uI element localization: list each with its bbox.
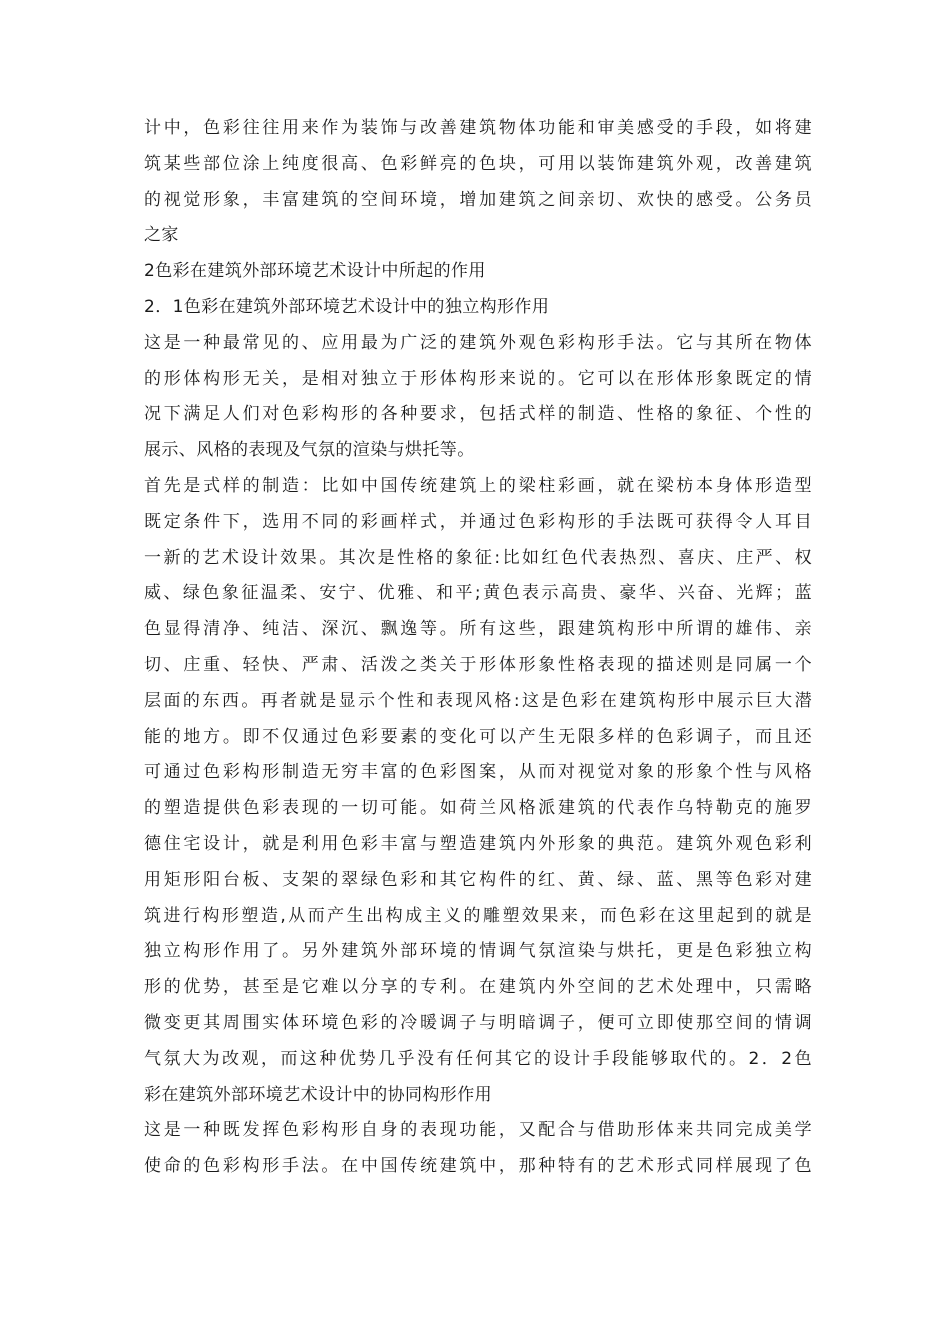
text-line: 威、绿色象征温柔、安宁、优雅、和平;黄色表示高贵、豪华、兴奋、光辉；蓝 <box>144 583 812 604</box>
text-line: 一新的艺术设计效果。其次是性格的象征:比如红色代表热烈、喜庆、庄严、权 <box>144 547 812 568</box>
document-body <box>144 111 812 1185</box>
text-line: 计中，色彩往往用来作为装饰与改善建筑物体功能和审美感受的手段，如将建 <box>144 118 812 138</box>
text-line: 这是一种既发挥色彩构形自身的表现功能，又配合与借助形体来共同完成美学 <box>144 1120 812 1141</box>
paragraph <box>144 1113 812 1185</box>
paragraph <box>144 111 812 254</box>
paragraph <box>144 326 812 469</box>
text-line: 可通过色彩构形制造无穷丰富的色彩图案，从而对视觉对象的形象个性与风格 <box>144 762 812 783</box>
text-line: 筑某些部位涂上纯度很高、色彩鲜亮的色块，可用以装饰建筑外观，改善建筑 <box>144 153 812 174</box>
text-line: 展示、风格的表现及气氛的渲染与烘托等。 <box>144 440 475 461</box>
text-line: 既定条件下，选用不同的彩画样式，并通过色彩构形的手法既可获得令人耳目 <box>144 511 812 532</box>
text-line: 这是一种最常见的、应用最为广泛的建筑外观色彩构形手法。它与其所在物体 <box>144 332 812 353</box>
text-line: 形的优势，甚至是它难以分享的专利。在建筑内外空间的艺术处理中，只需略 <box>144 977 812 998</box>
text-line: 况下满足人们对色彩构形的各种要求，包括式样的制造、性格的象征、个性的 <box>144 404 812 425</box>
text-line: 的塑造提供色彩表现的一切可能。如荷兰风格派建筑的代表作乌特勒克的施罗 <box>144 798 812 819</box>
text-line: 使命的色彩构形手法。在中国传统建筑中，那种特有的艺术形式同样展现了色 <box>144 1156 812 1177</box>
text-line: 的视觉形象，丰富建筑的空间环境，增加建筑之间亲切、欢快的感受。公务员 <box>144 189 812 210</box>
paragraph <box>144 254 812 290</box>
text-line: 2色彩在建筑外部环境艺术设计中所起的作用 <box>144 261 486 282</box>
text-line: 用矩形阳台板、支架的翠绿色彩和其它构件的红、黄、绿、蓝、黑等色彩对建 <box>144 869 812 890</box>
text-line: 微变更其周围实体环境色彩的冷暖调子与明暗调子，便可立即使那空间的情调 <box>144 1012 812 1033</box>
text-line: 德住宅设计，就是利用色彩丰富与塑造建筑内外形象的典范。建筑外观色彩利 <box>144 833 812 854</box>
text-line: 2．1色彩在建筑外部环境艺术设计中的独立构形作用 <box>144 296 550 317</box>
text-line: 层面的东西。再者就是显示个性和表现风格:这是色彩在建筑构形中展示巨大潜 <box>144 690 812 711</box>
text-line: 的形体构形无关，是相对独立于形体构形来说的。它可以在形体形象既定的情 <box>144 368 812 389</box>
paragraph <box>144 290 812 326</box>
text-line: 彩在建筑外部环境艺术设计中的协同构形作用 <box>144 1084 492 1105</box>
text-line: 独立构形作用了。另外建筑外部环境的情调气氛渲染与烘托，更是色彩独立构 <box>144 941 812 962</box>
text-line: 切、庄重、轻快、严肃、活泼之类关于形体形象性格表现的描述则是同属一个 <box>144 654 812 675</box>
text-line: 能的地方。即不仅通过色彩要素的变化可以产生无限多样的色彩调子，而且还 <box>144 726 812 747</box>
text-line: 筑进行构形塑造,从而产生出构成主义的雕塑效果来，而色彩在这里起到的就是 <box>144 905 812 926</box>
text-line: 之家 <box>144 225 179 246</box>
text-line: 气氛大为改观，而这种优势几乎没有任何其它的设计手段能够取代的。2．2色 <box>144 1048 812 1069</box>
text-line: 首先是式样的制造：比如中国传统建筑上的梁柱彩画，就在梁枋本身体形造型 <box>144 475 812 496</box>
text-line: 色显得清净、纯洁、深沉、飘逸等。所有这些，跟建筑构形中所谓的雄伟、亲 <box>144 619 812 640</box>
paragraph <box>144 469 812 1113</box>
